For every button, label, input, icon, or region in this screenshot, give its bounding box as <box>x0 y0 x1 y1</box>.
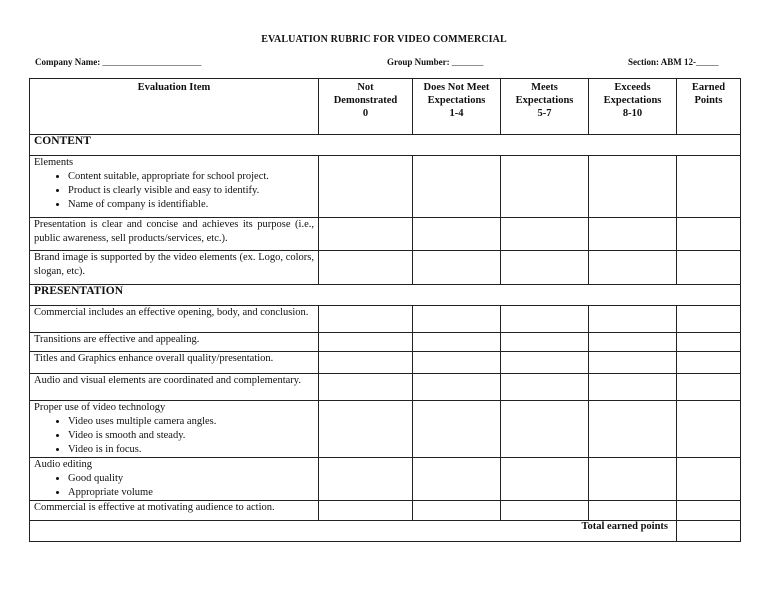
header-score: 8-10 <box>622 108 643 119</box>
section-row-presentation <box>30 285 741 306</box>
score-cell[interactable] <box>501 218 589 251</box>
section-row-content <box>30 135 741 156</box>
section-label: Section: ABM 12- <box>628 57 696 67</box>
rubric-table <box>29 78 741 542</box>
item-audio-visual: Audio and visual elements are coordinated and complementary. <box>30 374 319 401</box>
score-cell[interactable] <box>319 458 413 501</box>
score-cell[interactable] <box>413 458 501 501</box>
item-motivating: Commercial is effective at motivating audience to action. <box>30 500 319 520</box>
score-cell[interactable] <box>413 156 501 218</box>
document-title: EVALUATION RUBRIC FOR VIDEO COMMERCIAL <box>261 34 507 45</box>
item-presentation-clear: Presentation is clear and concise and achieves its purpose (i.e., public awareness, sell products/services, etc.). <box>30 218 319 251</box>
score-cell[interactable] <box>501 500 589 520</box>
bullet-item: • Name of company is identifiable. <box>68 198 314 212</box>
score-cell[interactable] <box>589 156 677 218</box>
score-cell[interactable] <box>319 333 413 352</box>
item-audio-editing <box>30 458 319 501</box>
header-text: Does Not Meet <box>423 82 490 93</box>
header-text: Exceeds <box>614 82 651 93</box>
bullet-list <box>34 170 314 212</box>
table-row <box>30 458 741 501</box>
item-transitions: Transitions are effective and appealing. <box>30 333 319 352</box>
table-row <box>30 333 741 352</box>
section-blank: _____ <box>696 57 719 67</box>
header-earned-points <box>677 79 741 135</box>
bullet-item: • Content suitable, appropriate for school project. <box>68 170 314 184</box>
bullet-item: • Appropriate volume <box>68 486 314 500</box>
company-name-label: Company Name: <box>35 57 101 67</box>
earned-cell[interactable] <box>677 251 741 285</box>
score-cell[interactable] <box>319 401 413 458</box>
score-cell[interactable] <box>319 352 413 374</box>
group-number-blank: _______ <box>451 57 484 67</box>
header-score: 1-4 <box>449 108 464 119</box>
score-cell[interactable] <box>413 500 501 520</box>
score-cell[interactable] <box>319 374 413 401</box>
score-cell[interactable] <box>501 352 589 374</box>
header-score: 0 <box>362 108 369 119</box>
item-video-technology <box>30 401 319 458</box>
score-cell[interactable] <box>589 306 677 333</box>
company-name-field <box>35 57 202 67</box>
header-text: Earned <box>691 82 726 93</box>
item-brand-image: Brand image is supported by the video elements (ex. Logo, colors, slogan, etc). <box>30 251 319 285</box>
header-does-not-meet <box>413 79 501 135</box>
score-cell[interactable] <box>589 458 677 501</box>
score-cell[interactable] <box>589 352 677 374</box>
section-heading: CONTENT <box>30 135 741 156</box>
section-heading: PRESENTATION <box>30 285 741 306</box>
header-text: Not <box>357 82 374 93</box>
score-cell[interactable] <box>501 306 589 333</box>
score-cell[interactable] <box>589 218 677 251</box>
score-cell[interactable] <box>319 500 413 520</box>
table-row <box>30 401 741 458</box>
score-cell[interactable] <box>413 306 501 333</box>
score-cell[interactable] <box>501 374 589 401</box>
item-label: Audio editing <box>34 459 93 470</box>
earned-cell[interactable] <box>677 306 741 333</box>
bullet-item: • Good quality <box>68 472 314 486</box>
earned-cell[interactable] <box>677 500 741 520</box>
company-name-blank: ______________________ <box>102 57 202 67</box>
score-cell[interactable] <box>413 352 501 374</box>
score-cell[interactable] <box>589 333 677 352</box>
header-text: Demonstrated <box>333 95 398 106</box>
score-cell[interactable] <box>589 251 677 285</box>
header-row <box>30 79 741 135</box>
earned-cell[interactable] <box>677 352 741 374</box>
table-row <box>30 374 741 401</box>
bullet-item: • Product is clearly visible and easy to identify. <box>68 184 314 198</box>
header-evaluation-item: Evaluation Item <box>30 79 319 135</box>
table-row <box>30 251 741 285</box>
header-not-demonstrated <box>319 79 413 135</box>
item-opening: Commercial includes an effective opening, body, and conclusion. <box>30 306 319 333</box>
score-cell[interactable] <box>319 218 413 251</box>
score-cell[interactable] <box>501 156 589 218</box>
score-cell[interactable] <box>413 333 501 352</box>
score-cell[interactable] <box>501 251 589 285</box>
group-number-label: Group Number: <box>387 57 450 67</box>
score-cell[interactable] <box>589 374 677 401</box>
header-text: Points <box>694 95 723 106</box>
item-label: Proper use of video technology <box>34 402 166 413</box>
earned-cell[interactable] <box>677 401 741 458</box>
score-cell[interactable] <box>589 500 677 520</box>
score-cell[interactable] <box>319 306 413 333</box>
bullet-item: • Video is in focus. <box>68 443 314 457</box>
total-points-cell[interactable] <box>677 520 741 541</box>
header-text: Meets <box>531 82 558 93</box>
score-cell[interactable] <box>589 401 677 458</box>
score-cell[interactable] <box>319 251 413 285</box>
table-row <box>30 306 741 333</box>
item-elements <box>30 156 319 218</box>
score-cell[interactable] <box>413 401 501 458</box>
table-row <box>30 500 741 520</box>
header-meets <box>501 79 589 135</box>
header-exceeds <box>589 79 677 135</box>
bullet-list <box>34 415 314 457</box>
table-row <box>30 352 741 374</box>
score-cell[interactable] <box>319 156 413 218</box>
bullet-item: • Video uses multiple camera angles. <box>68 415 314 429</box>
earned-cell[interactable] <box>677 458 741 501</box>
bullet-item: • Video is smooth and steady. <box>68 429 314 443</box>
header-score: 5-7 <box>537 108 552 119</box>
earned-cell[interactable] <box>677 333 741 352</box>
header-text: Expectations <box>515 95 574 106</box>
score-cell[interactable] <box>501 333 589 352</box>
table-row <box>30 218 741 251</box>
item-label: Elements <box>34 157 74 168</box>
score-cell[interactable] <box>413 251 501 285</box>
header-text: Expectations <box>603 95 662 106</box>
earned-cell[interactable] <box>677 156 741 218</box>
earned-cell[interactable] <box>677 374 741 401</box>
bullet-list <box>34 472 314 500</box>
earned-cell[interactable] <box>677 218 741 251</box>
section-field <box>628 57 719 67</box>
score-cell[interactable] <box>501 458 589 501</box>
score-cell[interactable] <box>413 374 501 401</box>
total-label: Total earned points <box>30 520 677 541</box>
score-cell[interactable] <box>501 401 589 458</box>
header-text: Expectations <box>427 95 486 106</box>
group-number-field <box>387 57 483 67</box>
score-cell[interactable] <box>413 218 501 251</box>
item-titles-graphics: Titles and Graphics enhance overall quality/presentation. <box>30 352 319 374</box>
table-row <box>30 156 741 218</box>
total-row <box>30 520 741 541</box>
